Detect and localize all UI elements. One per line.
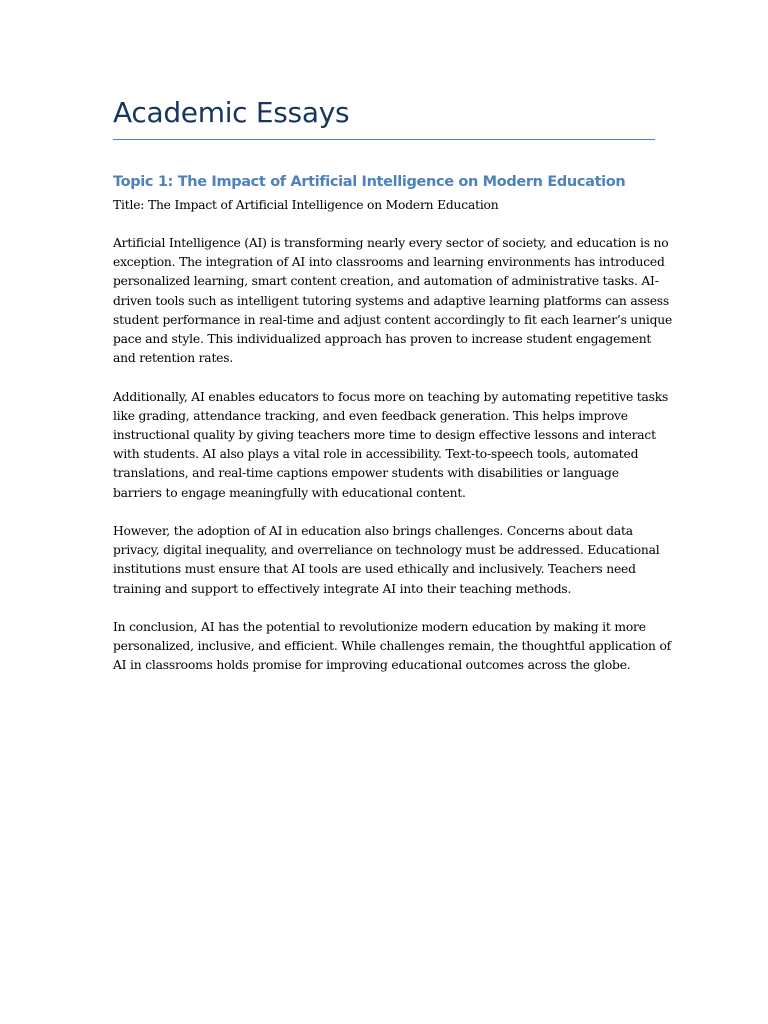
paragraph-line: and retention rates. (113, 351, 234, 366)
paragraph-line: Artificial Intelligence (AI) is transforming nearly every sector of society, and education is no (113, 236, 669, 250)
paragraph-line: driven tools such as intelligent tutoring systems and adaptive learning platforms can assess (113, 293, 670, 308)
paragraph-line: exception. The integration of AI into classrooms and learning environments has introduced (113, 255, 665, 270)
paragraph-line: with students. AI also plays a vital role in accessibility. Text-to-speech tools, automated (113, 447, 639, 462)
paragraph-line: pace and style. This individualized approach has proven to increase student engagement (113, 332, 652, 347)
paragraph-line: instructional quality by giving teachers more time to design effective lessons and interact (113, 428, 656, 443)
paragraph-line: like grading, attendance tracking, and even feedback generation. This helps improve (113, 408, 628, 423)
paragraph-line: However, the adoption of AI in education also brings challenges. Concerns about data (113, 524, 633, 539)
paragraph-line: training and support to effectively integrate AI into their teaching methods. (113, 581, 572, 596)
paragraph-line: Additionally, AI enables educators to focus more on teaching by automating repetitive tasks (113, 389, 669, 404)
paragraph-line: privacy, digital inequality, and overreliance on technology must be addressed. Educational (113, 543, 660, 558)
paragraph-line: personalized, inclusive, and efficient. While challenges remain, the thoughtful application of (113, 639, 671, 654)
paragraph-line: personalized learning, smart content creation, and automation of administrative tasks. AI- (113, 274, 659, 289)
essay-paragraph (113, 234, 673, 368)
paragraph-line: institutions must ensure that AI tools are used ethically and inclusively. Teachers need (113, 562, 636, 577)
essay-title: Title: The Impact of Artificial Intelligence on Modern Education (113, 198, 499, 212)
essay-body (113, 234, 673, 695)
paragraph-line: In conclusion, AI has the potential to revolutionize modern education by making it more (113, 620, 646, 635)
essay-paragraph (113, 522, 660, 599)
essay-paragraph (113, 388, 669, 503)
paragraph-line: AI in classrooms holds promise for improving educational outcomes across the globe. (113, 658, 631, 673)
heading-divider (113, 139, 655, 140)
document-heading: Academic Essays (113, 96, 350, 129)
essay-paragraph (113, 618, 671, 676)
paragraph-line: student performance in real-time and adjust content accordingly to fit each learner’s unique (113, 312, 673, 327)
paragraph-line: translations, and real-time captions empower students with disabilities or language (113, 466, 619, 481)
topic-heading: Topic 1: The Impact of Artificial Intelligence on Modern Education (113, 174, 626, 190)
paragraph-line: barriers to engage meaningfully with educational content. (113, 485, 466, 500)
